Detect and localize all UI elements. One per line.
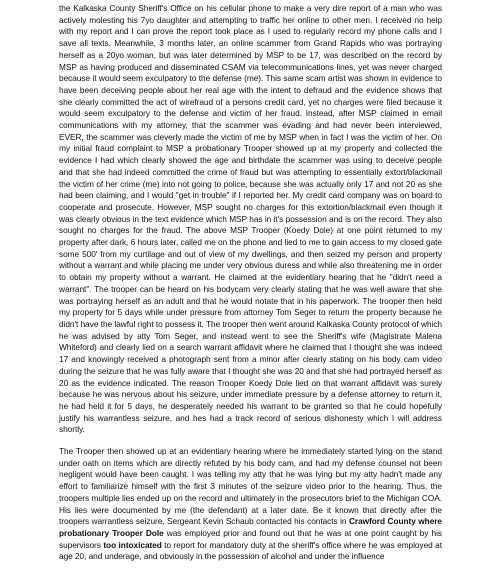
text-segment: the Kalkaska County Sheriff's Office on his cellular phone to make a very dire report of a man who was actively molesting his 7yo daughter and attempting to traffic her online to other men. I received no help with my report and I can prove the report took place as I used to regularly record my phone calls and I save all texts. Meanwhile, 3 months later, an online scammer from Grand Rapids who was portraying herself as a 20yo woman, but was later determined by MSP to be 17, was described on the record by MSP as having produced and disseminated CSAM via telecommunications lines, yet was never charged because it would seem exculpatory to the defense (me). This same scam artist was shown in evidence to have been deceiving people about her real age with the intent to defraud and the evidence shows that she clearly committed the act of wirefraud of a persons credit card, yet no charges were filed because it would seem exculpatory to the defense and victim of her fraud. Instead, after MSP claimed in email communications with my attorney, that the scammer was evading and had never been interviewed, EVER, the scammer was cleverly made the victim of me by MSP when in fact I was the victim of her. On my initial fraud complaint to MSP a probationary Trooper showed up at my property and collected the evidence I had which clearly showed the age and birthdate the scammer was using to deceive people and that she had indeed committed the crime of fraud but was attempting to essentially extort/blackmail the victim of her crime (me) into not going to police, because she was actually only 17 and not 20 as she had been claiming, and I would "get in trouble" if I reported her. My credit card company was on board to cooperate and prosecute. However, MSP sought no charges for this extortion/blackmail even though it was clearly obvious in the text evidence which MSP has in it's possession and is on the record. They also sought no charges for the fraud. The above MSP Trooper (Koedy Dole) at one point returned to my property after dark, 6 hours later, called me on the phone and lied to me to gain access to my closed gate some 500' from my curtilage and out of view of my dwellings, and then seized my person and property without a warrant and while placing me under very obvious duress and while also threatening me in order to obtain my property without a warrant. He claimed at the evidentiary hearing that he "didn't need a warrant". The trooper can be heard on his bodycam very clearly stating that he was well aware that she was portraying herself as an adult and that he would notate that in his paperwork. The trooper then held my property for 5 days while under pressure from attorney Tom Seger to return the property because he didn't have the lawful right to possess it. The trooper then went around Kalkaska County protocol of which he was advised by atty Tom Seger, and instead went to see the Sheriff's wife (Magistrate Malena Whiteford) and clearly lied on a search warrant affidavit where he claimed that I thought she was indeed 17 and knowingly received a photograph sent from a minor after clearly stating on his body cam video during the seizure that he was fully aware that I thought she was 20 and that she had portrayed herself as 20 as the evidence indicated. The reason Trooper Koedy Dole lied on that warrant affidavit was surely because he was nervous about his seizure, under immediate pressure by a defense attorney to return it, he had held it for 5 days, he desperately needed his warrant to be granted so that he could hopefully justify his warrantless seizure, and hes had a track record of serious dishonesty which I will address shortly.	[59, 3, 442, 435]
paragraph-1	[59, 3, 442, 436]
bold-text-segment: Crawford County where probationary Trooper Dole	[59, 516, 442, 538]
text-segment: to report for mandatory duty at the sheriff's office where he was employed at age 20, and underage, and obviously in the possession of alcohol and under the influence	[59, 539, 442, 562]
bold-text-segment: too intoxicated	[103, 539, 162, 550]
text-segment: The Trooper then showed up at an evidentiary hearing where he immediately started lying on the stand under oath on items which are directly refuted by his body cam, and had my defense counsel not been negligent would have been caught. I was telling my atty that he was lying but my atty hadn't made any effort to familiarize himself with the first 3 minutes of the seizure video prior to the hearing. Thus, the troopers multiple lies ended up on the record and ultimately in the prosecutors brief to the Michigan COA. His lies were documented by me (the defendant) at a later date. Be it known that directly after the troopers warrantless seizure, Sergeant Kevin Schaub contacted his contacts in	[59, 446, 442, 527]
paragraph-2	[59, 446, 442, 563]
text-segment: was employed prior and found out that he was at one point caught by his supervisors	[59, 527, 442, 550]
